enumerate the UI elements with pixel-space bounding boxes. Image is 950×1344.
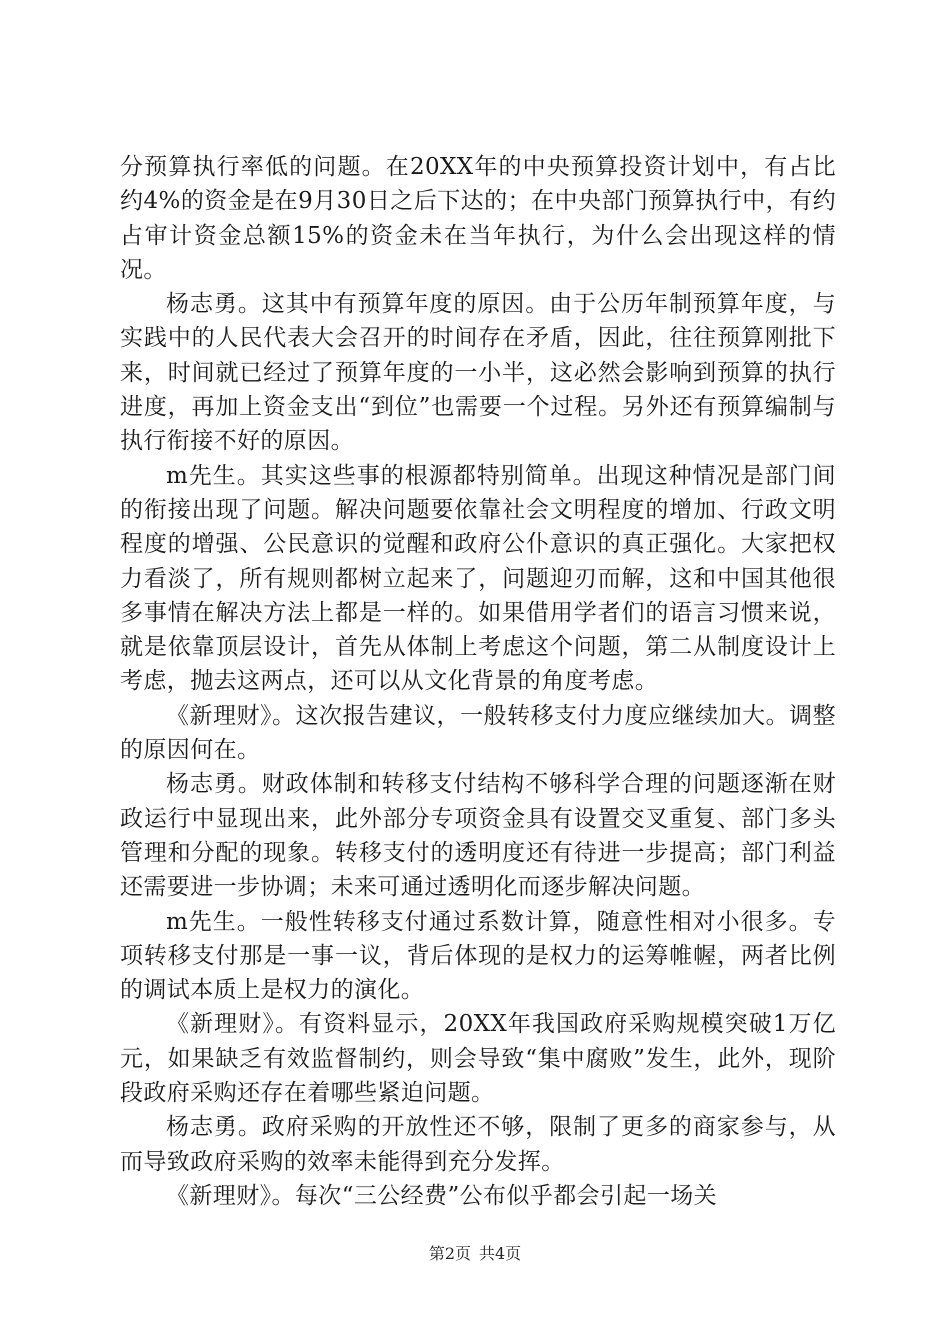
page-number: 第2页 bbox=[428, 1244, 471, 1263]
paragraph: 《新理财》。有资料显示，20XX年我国政府采购规模突破1万亿元，如果缺乏有效监督制约，则会导致“集中腐败”发生，此外，现阶段政府采购还存在着哪些紧迫问题。 bbox=[120, 1011, 836, 1107]
page-footer bbox=[0, 1242, 950, 1266]
paragraph: 《新理财》。这次报告建议，一般转移支付力度应继续加大。调整的原因何在。 bbox=[120, 702, 836, 764]
paragraph: 杨志勇。政府采购的开放性还不够，限制了更多的商家参与，从而导致政府采购的效率未能得到充分发挥。 bbox=[120, 1114, 836, 1175]
paragraph: 杨志勇。这其中有预算年度的原因。由于公历年制预算年度，与实践中的人民代表大会召开的时间存在矛盾，因此，往往预算刚批下来，时间就已经过了预算年度的一小半，这必然会影响到预算的执行进度，再加上资金支出“到位”也需要一个过程。另外还有预算编制与执行衔接不好的原因。 bbox=[120, 291, 836, 455]
paragraph: m先生。其实这些事的根源都特别简单。出现这种情况是部门间的衔接出现了问题。解决问题要依靠社会文明程度的增加、行政文明程度的增强、公民意识的觉醒和政府公仆意识的真正强化。大家把权力看淡了，所有规则都树立起来了，问题迎刃而解，这和中国其他很多事情在解决方法上都是一样的。如果借用学者们的语言习惯来说，就是依靠顶层设计，首先从体制上考虑这个问题，第二从制度设计上考虑，抛去这两点，还可以从文化背景的角度考虑。 bbox=[120, 462, 836, 695]
paragraph: 杨志勇。财政体制和转移支付结构不够科学合理的问题逐渐在财政运行中显现出来，此外部分专项资金具有设置交叉重复、部门多头管理和分配的现象。转移支付的透明度还有待进一步提高；部门利益还需要进一步协调；未来可通过透明化而逐步解决问题。 bbox=[120, 771, 836, 901]
paragraph-continued: 分预算执行率低的问题。在20XX年的中央预算投资计划中，有占比约4%的资金是在9月30日之后下达的；在中央部门预算执行中，有约占审计资金总额15%的资金未在当年执行，为什么会出现这样的情况。 bbox=[120, 154, 836, 283]
paragraph: 《新理财》。每次“三公经费”公布似乎都会引起一场关 bbox=[166, 1182, 718, 1209]
paragraph: m先生。一般性转移支付通过系数计算，随意性相对小很多。专项转移支付那是一事一议，背后体现的是权力的运筹帷幄，两者比例的调试本质上是权力的演化。 bbox=[120, 908, 836, 1004]
document-body bbox=[120, 150, 836, 1213]
page-total: 共4页 bbox=[479, 1244, 522, 1263]
